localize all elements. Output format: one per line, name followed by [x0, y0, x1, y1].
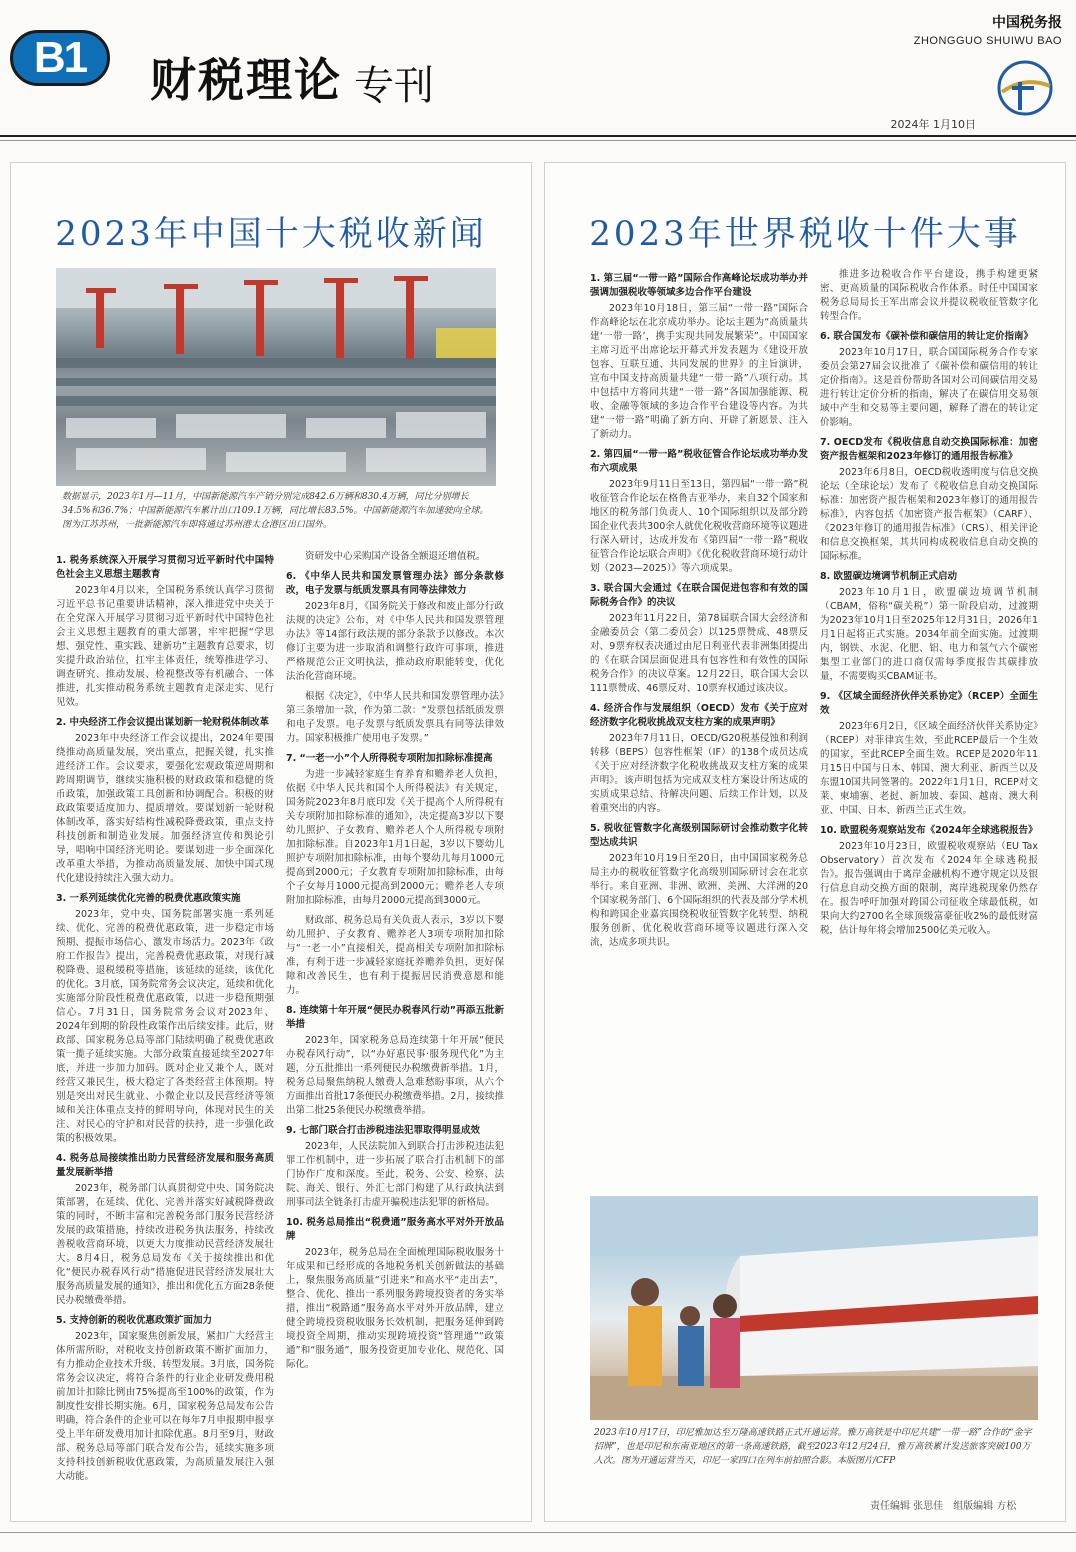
news-heading: 8. 连续第十年开展“便民办税春风行动”再添五批新举措	[286, 1005, 504, 1030]
issue-date: 2024年 1月10日	[890, 118, 976, 131]
event-body: 2023年9月11日至13日，第四届“一带一路”税收征管合作论坛在格鲁吉亚举办，来自32个国家和地区的税务部门负责人、10个国际组织以及部分跨国企业代表共300余人就优化税收营商环境等议题进行深入研讨，达成并发布《第四届“一带一路”税收征管合作论坛联合声明》《优化税收营商环境行动计划（2023—2025）》等六项成果。	[590, 479, 808, 574]
train-photo	[590, 1196, 1038, 1420]
editor-credit: 责任编辑 张思佳 组版编辑 方松	[870, 1501, 1017, 1512]
event-body: 2023年10月23日，欧盟税收观察站（EU Tax Observatory）首次发布《2024年全球逃税报告》。报告强调由于离岸金融机构不遵守规定以及银行信息自动交换方面的限制，离岸逃税现象仍然存在。报告呼吁加强对跨国公司征收全球最低税，如果向大约2700名全球顶级富豪征收2%的最低财富税，估计每年将会增加2500亿美元收入。	[820, 841, 1038, 936]
event-heading: 4. 经济合作与发展组织（OECD）发布《关于应对经济数字化税收挑战双支柱方案的成果声明》	[590, 703, 808, 728]
news-body: 2023年，党中央、国务院部署实施一系列延续、优化、完善的税费优惠政策，进一步稳定市场预期、提振市场信心、激发市场活力。2023年《政府工作报告》提出，完善税费优惠政策，对现行减税降费、退税缓税等措施，该延续的延续，该优化的优化。3月底，国务院常务会议决定，延续和优化实施部分阶段性税费优惠政策，以进一步稳预期强信心。7月31日，国务院常务会议对2023年、2024年到期的阶段性政策作出后续安排。此后，财政部、国家税务总局等部门陆续明确了税费优惠政策一揽子延续实施。大部分政策直接延续至2027年底，并进一步加力加码。既对企业又兼个人，既对经营又兼民生，极大稳定了各类经营主体预期。特别是突出对民生就业、小微企业以及民营经济等领域和关注体重点支持的鲜明导向，体现对民生的关注、对民心的守护和对民营的扶持，进一步强化政策的积极效果。	[56, 909, 274, 1144]
footer-rule	[0, 1532, 1076, 1533]
event-heading: 8. 欧盟碳边境调节机制正式启动	[820, 571, 958, 582]
news-heading: 9. 七部门联合打击涉税违法犯罪取得明显成效	[286, 1125, 481, 1136]
event-body: 2023年6月2日，《区域全面经济伙伴关系协定》（RCEP）对菲律宾生效，至此RCEP最后一个生效的国家，至此RCEP全面生效。RCEP是2020年11月15日中国与日本、韩国、澳大利亚、新西兰以及东盟10国共同签署的。2022年1月1日，RCEP对文莱、柬埔寨、老挝、新加坡、泰国、越南、澳大利亚、中国、日本、新西兰正式生效。	[820, 721, 1038, 816]
newspaper-logo-icon	[990, 58, 1060, 118]
news-body: 为进一步减轻家庭生育养育和赡养老人负担，依据《中华人民共和国个人所得税法》有关规定，国务院2023年8月底印发《关于提高个人所得税有关专项附加扣除标准的通知》，决定提高3岁以下婴幼儿照护、子女教育、赡养老人个人所得税专项附加扣除标准。自2023年1月1日起，3岁以下婴幼儿照护专项附加扣除标准，由每个婴幼儿每月1000元提高到2000元；子女教育专项附加扣除标准，由每个子女每月1000元提高到2000元；赡养老人专项附加扣除标准，由每月2000元提高到3000元。	[286, 769, 504, 906]
news-body: 2023年，税务部门认真贯彻党中央、国务院决策部署，在延续、优化、完善并落实好减税降费政策的同时，不断丰富和完善税务部门服务民营经济发展的政策措施，持续改进税务执法服务，持续改善税收营商环境，以更大力度推动民营经济发展壮大。8月4日，税务总局发布《关于接续推出和优化“便民办税春风行动”措施促进民营经济发展壮大服务高质量发展的通知》，推出和优化五方面28条便民办税缴费举措。	[56, 1183, 274, 1306]
event-heading: 3. 联合国大会通过《在联合国促进包容和有效的国际税务合作》的决议	[590, 583, 808, 608]
section-subtitle: 专刊	[354, 63, 434, 109]
news-heading: 3. 一系列延续优化完善的税费优惠政策实施	[56, 893, 241, 904]
news-body: 2023年，国家聚焦创新发展，紧扣广大经营主体所需所盼，对税收支持创新政策不断扩面加力，有力推动企业技术升级、转型发展。3月底，国务院常务会议决定，将符合条件的行业企业研发费用税前加计扣除比例由75%提高至100%的政策，作为制度性安排长期实施。6月，国家税务总局发布公告明确，符合条件的企业可以在每年7月申报期申报享受上半年研发费用加计扣除优惠。8月至9月，财政部、税务总局等部门联合发布公告，延续实施多项支持科技创新税收优惠政策，为高质量发展注入强大动能。	[56, 1331, 274, 1482]
event-heading: 2. 第四届“一带一路”税收征管合作论坛成功举办发布六项成果	[590, 449, 808, 474]
port-photo-caption: 数据显示，2023年1月—11月，中国新能源汽车产销分别完成842.6万辆和830.4万辆，同比分别增长34.5%和36.7%；中国新能源汽车累计出口109.1万辆，同比增长83.5%。中国新能源汽车加速驶向全球。图为江苏苏州，一批新能源汽车即将通过苏州港太仓港区出口国外。	[62, 492, 489, 530]
news-body: 2023年中央经济工作会议提出，2024年要围绕推动高质量发展，突出重点，把握关键，扎实推进经济工作。会议要求，要强化宏观政策逆周期和跨周期调节，继续实施积极的财政政策和稳健的货币政策，加强政策工具创新和协调配合。积极的财政政策要适度加力、提质增效。要谋划新一轮财税体制改革，落实好结构性减税降费政策，重点支持科技创新和制造业发展。加强经济宣传和舆论引导，唱响中国经济光明论。要谋划进一步全面深化改革重大举措，为推动高质量发展、加快中国式现代化建设持续注入强大动力。	[56, 733, 274, 884]
world-tax-events-title: 2023年世界税收十件大事	[589, 214, 1021, 254]
china-news-column-1	[56, 550, 274, 1516]
event-body: 2023年10月19日至20日，由中国国家税务总局主办的税收征管数字化高级别国际研讨会在北京举行。来自亚洲、非洲、欧洲、美洲、大洋洲的20个国家税务部门、6个国际组织的代表及部分学术机构和跨国企业嘉宾围绕税收征管数字化转型、纳税服务创新、优化税收营商环境等议题进行深入交流，达成多项共识。	[590, 853, 808, 948]
event-body: 2023年11月22日，第78届联合国大会经济和金融委员会（第二委员会）以125票赞成、48票反对、9票弃权表决通过由尼日利亚代表非洲集团提出的《在联合国层面促进具有包容性和有效性的国际税务合作》的决议草案。12月22日，联合国大会以111票赞成、46票反对、10票弃权通过该决议。	[590, 613, 808, 694]
event-body: 2023年6月8日，OECD税收透明度与信息交换论坛（全球论坛）发布了《税收信息自动交换国际标准：加密资产报告框架和2023年修订的通用报告标准》，内容包括《加密资产报告框架》（CARF）、《2023年修订的通用报告标准》（CRS）、相关评论和信息交换框架，其共同构成税收信息自动交换的国际标准。	[820, 467, 1038, 562]
event-heading: 1. 第三届“一带一路”国际合作高峰论坛成功举办并强调加强税收等领域多边合作平台建设	[590, 273, 808, 298]
news-heading: 2. 中央经济工作会议提出谋划新一轮财税体制改革	[56, 717, 270, 728]
news-heading: 7. “一老一小”个人所得税专项附加扣除标准提高	[286, 753, 493, 764]
event-heading: 10. 欧盟税务观察站发布《2024年全球逃税报告》	[820, 825, 1038, 836]
event-body: 推进多边税收合作平台建设，携手构建更紧密、更高质量的国际税收合作体系。时任中国国家税务总局局长王军出席会议并提议税收征管数字化转型合作。	[820, 269, 1038, 322]
news-heading: 4. 税务总局接续推出助力民营经济发展和服务高质量发展新举措	[56, 1153, 274, 1178]
china-news-column-2	[286, 550, 504, 1516]
news-body: 资研发中心采购国产设备全额退还增值税。	[305, 551, 486, 562]
news-body: 2023年，税务总局在全面梳理国际税收服务十年成果和已经形成的各地税务机关创新做法的基础上，聚焦服务高质量“引进来”和高水平“走出去”，整合、优化、推出一系列服务跨境投资者的务实举措，推出“税路通”服务高水平对外开放品牌，建立健全跨境投资税收服务长效机制，把服务延伸到跨境投资全周期，推动实现跨境投资“管理通”“政策通”和“服务通”，服务投资更加专业化、规范化、国际化。	[286, 1247, 504, 1370]
page-badge: B1	[10, 30, 110, 86]
header-rule	[0, 135, 1076, 137]
news-body: 财政部、税务总局有关负责人表示，3岁以下婴幼儿照护、子女教育、赡养老人3项专项附加扣除与“一老一小”直接相关，提高相关专项附加扣除标准，有利于进一步减轻家庭抚养赡养负担，更好保障和改善民生，也有利于提振居民消费意愿和能力。	[286, 915, 504, 996]
event-heading: 7. OECD发布《税收信息自动交换国际标准：加密资产报告框架和2023年修订的通用报告标准》	[820, 437, 1038, 462]
world-events-column-2	[820, 268, 1038, 1188]
section-title: 财税理论	[150, 53, 342, 107]
event-body: 2023年10月17日，联合国国际税务合作专家委员会第27届会议批准了《碳补偿和碳信用的转让定价指南》。这是首份帮助各国对公司间碳信用交易进行转让定价分析的指南，解决了在碳信用交易领域中产生和交易等主要问题，解释了潜在的转让定价影响。	[820, 347, 1038, 428]
news-body: 2023年，人民法院加入到联合打击涉税违法犯罪工作机制中，进一步拓展了联合打击机制下的部门协作广度和深度。至此，税务、公安、检察、法院、海关、银行、外汇七部门构建了从行政执法到刑事司法全链条打击虚开骗税违法犯罪的新格局。	[286, 1141, 504, 1208]
port-photo	[56, 268, 496, 486]
news-body: 2023年4月以来，全国税务系统认真学习贯彻习近平总书记重要讲话精神，深入推进党中央关于在全党深入开展学习贯彻习近平新时代中国特色社会主义思想主题教育的重大部署，牢牢把握“学思想、强党性、重实践、建新功”主题教育总要求，切实提升政治站位，扛牢主体责任，统筹推进学习、调查研究、推动发展、检视整改等有机融合、一体推进，扎实推动税务系统主题教育走深走实、见行见效。	[56, 585, 274, 708]
port-photo-image	[56, 268, 496, 486]
world-events-column-1	[590, 268, 808, 1188]
brand-name-en: ZHONGGUO SHUIWU BAO	[913, 35, 1062, 47]
news-body: 根据《决定》，《中华人民共和国发票管理办法》第三条增加一款，作为第二款：“发票包括纸质发票和电子发票。电子发票与纸质发票具有同等法律效力。国家积极推广使用电子发票。”	[286, 691, 504, 744]
china-tax-news-title: 2023年中国十大税收新闻	[55, 214, 487, 254]
news-heading: 1. 税务系统深入开展学习贯彻习近平新时代中国特色社会主义思想主题教育	[56, 555, 274, 580]
news-heading: 5. 支持创新的税收优惠政策扩面加力	[56, 1315, 213, 1326]
train-photo-image	[590, 1196, 1038, 1420]
event-body: 2023年7月11日，OECD/G20税基侵蚀和利润转移（BEPS）包容性框架（IF）的138个成员达成《关于应对经济数字化税收挑战双支柱方案的成果声明》。该声明包括为完成双支柱方案设计所达成的实质成果总结、待解决问题、后续工作计划，以及着重突出的内容。	[590, 733, 808, 814]
news-body: 2023年8月，《国务院关于修改和废止部分行政法规的决定》公布，对《中华人民共和国发票管理办法》等14部行政法规的部分条款予以修改。本次修订主要为进一步取消和调整行政许可事项，推进严格规范公正文明执法，推动政府职能转变，优化法治化营商环境。	[286, 601, 504, 682]
news-heading: 6. 《中华人民共和国发票管理办法》部分条款修改，电子发票与纸质发票具有同等法律效力	[286, 571, 504, 596]
event-body: 2023年10月1日，欧盟碳边境调节机制（CBAM，俗称“碳关税”）第一阶段启动，过渡期为2023年10月1日至2025年12月31日，2026年1月1日起将正式实施。2034年前全面实施。过渡期内，钢铁、水泥、化肥、铝、电力和氢气六个碳密集型工业部门的进口商仅需每季度报告其碳排放量，不需要购买CBAM证书。	[820, 587, 1038, 682]
train-photo-caption: 2023年10月17日，印尼雅加达至万隆高速铁路正式开通运营。雅万高铁是中印尼共建“一带一路”合作的“金字招牌”，也是印尼和东南亚地区的第一条高速铁路，截至2023年12月24日，雅万高铁累计发送旅客突破100万人次。图为开通运营当天，印尼一家四口在列车前拍照合影。本版图片/CFP	[594, 1428, 1032, 1466]
event-heading: 5. 税收征管数字化高级别国际研讨会推动数字化转型达成共识	[590, 823, 808, 848]
event-heading: 6. 联合国发布《碳补偿和碳信用的转让定价指南》	[820, 331, 1034, 342]
header-rule-thin	[0, 140, 1076, 141]
event-body: 2023年10月18日，第三届“一带一路”国际合作高峰论坛在北京成功举办。论坛主题为“高质量共建‘一带一路’，携手实现共同发展繁荣”。中国国家主席习近平出席论坛开幕式并发表题为《建设开放包容、互联互通、共同发展的世界》的主旨演讲，宣布中国支持高质量共建“一带一路”八项行动。其中包括中方将同共建“一带一路”各国加强能源、税收、金融等领域的多边合作平台建设等内容。为共建“一带一路”明确了新方向、开辟了新愿景、注入了新动力。	[590, 303, 808, 440]
brand-name-cn: 中国税务报	[992, 15, 1062, 31]
event-heading: 9. 《区域全面经济伙伴关系协定》（RCEP）全面生效	[820, 691, 1038, 716]
news-heading: 10. 税务总局推出“税费通”服务高水平对外开放品牌	[286, 1217, 504, 1242]
news-body: 2023年，国家税务总局连续第十年开展“便民办税春风行动”，以“办好惠民事·服务现代化”为主题，分五批推出一系列便民办税缴费新举措。1月，税务总局聚焦纳税人缴费人急难愁盼事项，从六个方面推出首批17条便民办税缴费举措。2月，接续推出第二批25条便民办税缴费举措。	[286, 1035, 504, 1116]
